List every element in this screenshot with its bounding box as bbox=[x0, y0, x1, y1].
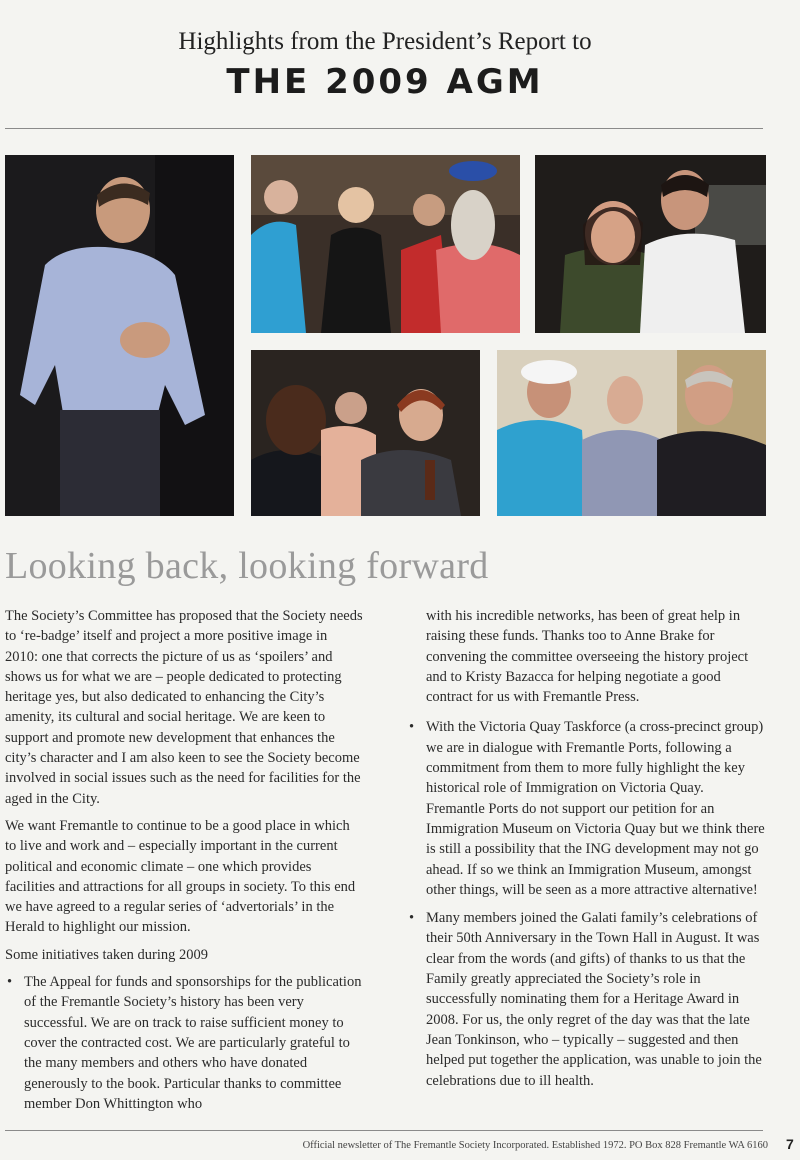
report-subtitle: Highlights from the President’s Report to bbox=[178, 28, 592, 55]
footer-text: Official newsletter of The Fremantle Society Incorporated. Established 1972. PO Box 828 Fremantle WA 6160 bbox=[302, 1140, 768, 1151]
right-column bbox=[407, 606, 765, 1099]
paragraph-rebadge: The Society’s Committee has proposed that the Society needs to ‘re-badge’ itself and project a more positive image in 2010: one that corrects the picture of us as ‘spoilers’ and shows us for what we are – people dedicated to protecting heritage yes, but also dedicated to enhancing the City’s amenity, its cultural and social heritage. We are keen to support and promote new development that enhances the city’s character and I am also keen to see the Society become involved in social issues such as the need for facilities for the aged in the City. bbox=[5, 608, 363, 807]
initiatives-list-continued bbox=[407, 717, 765, 1090]
paragraph-initiatives-intro: Some initiatives taken during 2009 bbox=[5, 946, 208, 963]
paragraph-continuation: with his incredible networks, has been of great help in raising these funds. Thanks too to Anne Brake for convening the committee overseeing the history project and to Kristy Bazacca for helping negotiate a good contract for us with Fremantle Press. bbox=[426, 608, 749, 706]
bullet-icon: • bbox=[7, 974, 13, 991]
page-number: 7 bbox=[786, 1136, 794, 1152]
bullet-icon: • bbox=[409, 910, 415, 927]
bullet-text-appeal: The Appeal for funds and sponsorships for the publication of the Fremantle Society’s history has been very successful. We are on track to raise sufficient money to cover the contracted cost. We are particularly grateful to the many members and others who have donated generously to the book. Particular thanks to committee member Don Whittington who bbox=[24, 974, 362, 1112]
left-column bbox=[5, 606, 363, 1122]
paragraph-mission: We want Fremantle to continue to be a good place in which to live and work and – especially important in the current political and economic climate – one which provides facilities and attractions for all groups in society. To this end we have agreed to a regular series of ‘advertorials’ in the Herald to highlight our mission. bbox=[5, 817, 356, 936]
footer-divider bbox=[5, 1130, 763, 1131]
photo-three-men bbox=[497, 350, 766, 516]
list-item bbox=[407, 908, 765, 1091]
list-item bbox=[407, 717, 765, 900]
bullet-text-galati: Many members joined the Galati family’s celebrations of their 50th Anniversary in the Town Hall in August. It was clear from the words (and gifts) of thanks to us that the Family greatly appreciated the Society’s role in successfully nominating them for a Heritage Award in 2008. For us, the only regret of the day was that the late Jean Tonkinson, who – typically – suggested and then helped put together the application, was unable to join the celebrations due to ill health. bbox=[426, 910, 762, 1089]
photo-couple-smiling bbox=[535, 155, 766, 333]
page-title: THE 2009 AGM bbox=[226, 62, 544, 102]
header-divider bbox=[5, 128, 763, 129]
list-item bbox=[5, 972, 363, 1114]
photo-man-speaking bbox=[5, 155, 234, 516]
bullet-text-victoria-quay: With the Victoria Quay Taskforce (a cross-precinct group) we are in dialogue with Fremantle Ports, following a commitment from them to more fully highlight the key historical role of Immigration on Victoria Quay. Fremantle Ports do not support our petition for an Immigration Museum on Victoria Quay but we think there is still a possibility that the ING development may not go ahead. If so we think an Immigration Museum, amongst other things, will be seen as a more attractive alternative! bbox=[426, 719, 765, 898]
photo-group-bearded-man bbox=[251, 155, 520, 333]
photo-women-conversing bbox=[251, 350, 480, 516]
section-title: Looking back, looking forward bbox=[5, 545, 489, 587]
initiatives-list bbox=[5, 972, 363, 1114]
bullet-icon: • bbox=[409, 719, 415, 736]
